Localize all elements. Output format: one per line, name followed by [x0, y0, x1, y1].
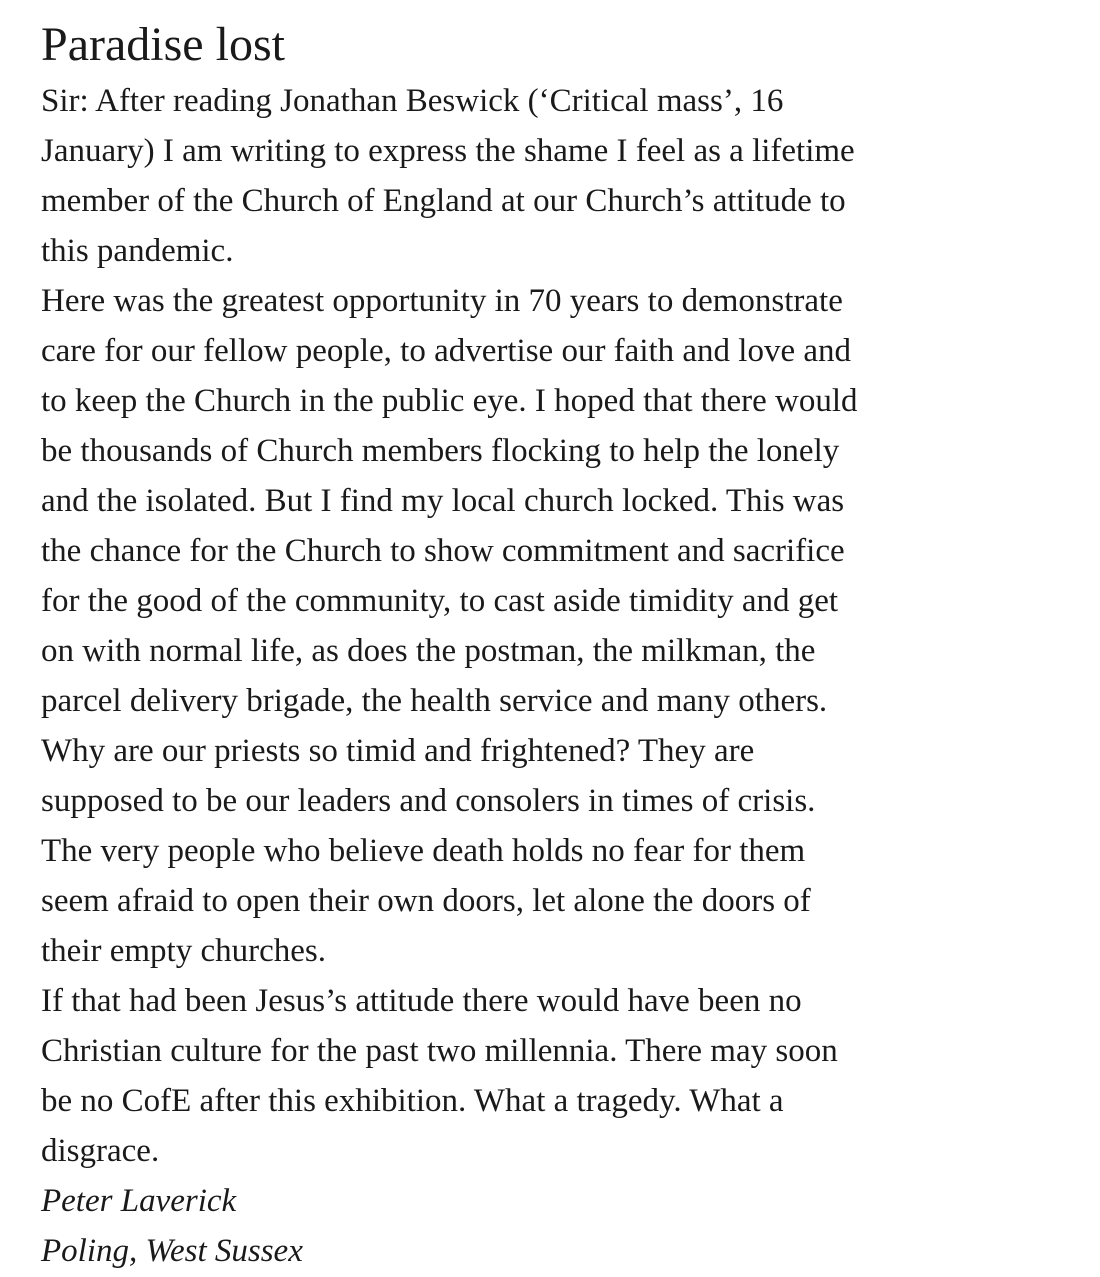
text-line: be no CofE after this exhibition. What a tragedy. What a: [41, 1083, 784, 1119]
text-line: The very people who believe death holds no fear for them: [41, 833, 806, 869]
letter-title: Paradise lost: [41, 18, 285, 71]
signature-name: Peter Laverick: [41, 1183, 237, 1219]
text-line: disgrace.: [41, 1133, 160, 1169]
text-line: the chance for the Church to show commitment and sacrifice: [41, 533, 845, 569]
text-line: supposed to be our leaders and consolers in times of crisis.: [41, 783, 816, 819]
text-line: If that had been Jesus’s attitude there would have been no: [41, 983, 802, 1019]
text-line: be thousands of Church members flocking to help the lonely: [41, 433, 840, 469]
paragraph-1: [41, 76, 1081, 276]
paragraph-3: [41, 976, 1081, 1176]
text-line: member of the Church of England at our Church’s attitude to: [41, 183, 846, 219]
paragraph-2: [41, 276, 1081, 976]
text-line: to keep the Church in the public eye. I hoped that there would: [41, 383, 858, 419]
text-line: parcel delivery brigade, the health service and many others.: [41, 683, 828, 719]
signature-block: [41, 1176, 1081, 1276]
text-line: their empty churches.: [41, 933, 326, 969]
text-line: this pandemic.: [41, 233, 234, 269]
text-line: care for our fellow people, to advertise our faith and love and: [41, 333, 852, 369]
text-line: Sir: After reading Jonathan Beswick (‘Critical mass’, 16: [41, 83, 784, 119]
text-line: for the good of the community, to cast aside timidity and get: [41, 583, 839, 619]
text-line: and the isolated. But I find my local church locked. This was: [41, 483, 845, 519]
letter: [41, 14, 1081, 1276]
text-line: Christian culture for the past two millennia. There may soon: [41, 1033, 838, 1069]
signature-location: Poling, West Sussex: [41, 1233, 303, 1269]
text-line: Why are our priests so timid and frightened? They are: [41, 733, 755, 769]
text-line: January) I am writing to express the shame I feel as a lifetime: [41, 133, 855, 169]
text-line: on with normal life, as does the postman, the milkman, the: [41, 633, 816, 669]
text-line: seem afraid to open their own doors, let alone the doors of: [41, 883, 811, 919]
text-line: Here was the greatest opportunity in 70 years to demonstrate: [41, 283, 843, 319]
